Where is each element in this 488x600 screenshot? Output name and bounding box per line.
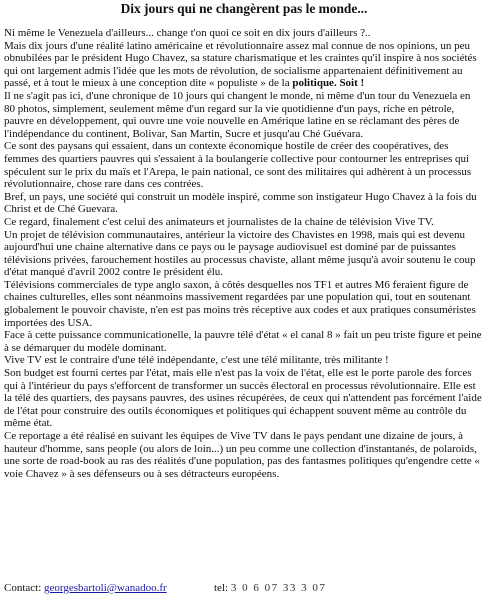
- paragraph-commercial-tv: Télévisions commerciales de type anglo saxon, à côtés desquelles nos TF1 et autres M6 feraient figure de chaines culturelles, elles sont néanmoins massivement regardées par une population qui, tout en soutenant globalement le pouvoir chaviste, n'en est pas moins très réceptive aux codes et aux pratiques consuméristes importées des USA.: [4, 278, 476, 329]
- paragraph-society: Bref, un pays, une société qui construit un modèle inspiré, comme son instigateur Hugo Chavez à la fois du Christ et de Ché Guevara.: [4, 190, 477, 216]
- contact-email-link[interactable]: georgesbartoli@wanadoo.fr: [44, 582, 167, 594]
- paragraph-tv-project: Un projet de télévision communautaires, antérieur la victoire des Chavistes en 1998, mais qui est devenu aujourd'hui une chaine alternative dans ce pays ou le paysage audiovisuel est dominé par de puissantes télévisions privées, farouchement hostiles au processus chaviste, allant même jusqu'à avoir soutenu le coup d'état manqué d'avril 2002 contre le président élu.: [4, 228, 476, 279]
- telephone-label: tel:: [214, 582, 229, 594]
- telephone-number: 3 0 6 07 33 3 07: [230, 582, 327, 594]
- paragraph-report: Ce reportage a été réalisé en suivant les équipes de Vive TV dans le pays pendant une dizaine de jours, à hauteur d'homme, sans people (ou alors de loin...) un peu comme une collection d'instantanés, de polaroids, une sorte de road-book au ras des réalités d'une population, pas des fantasmes politiques qu'engendre cette « voie Chavez » à ses défenseurs ou à ses détracteurs européens.: [4, 430, 480, 480]
- telephone: [214, 582, 326, 595]
- paragraph-budget: Son budget est fourni certes par l'état, mais elle n'est pas la voix de l'état, elle est le porte parole des forces qui à l'intérieur du pays s'efforcent de transformer un succès électoral en processus révolutionnaire. Elle est la télé des quartiers, des paysans pauvres, des usines récupérées, de ceux qui n'attendent pas forcément l'aide de l'état pour construire des outils économiques et politiques qui échappent souvent même au contrôle du même état.: [4, 367, 482, 430]
- paragraph-context-text: Mais dix jours d'une réalité latino américaine et révolutionnaire assez mal connue de nos opinions, un peu obnubilées par le président Hugo Chavez, sa stature charismatique et les craintes qu'il inspire à nos sociétés qui ont largement admis l'idée que les mots de révolution, de socialisme appartenaient définitivement au passé, et à tout le mieux à une conception dite « populiste » de la: [4, 39, 477, 90]
- paragraph-state-tv: Face à cette puissance communicationelle, la pauvre télé d'état « el canal 8 » fait un peu triste figure et peine à se démarquer du modèle dominant.: [4, 329, 482, 354]
- paragraph-peasants: Ce sont des paysans qui essaient, dans un contexte économique hostile de créer des coopératives, des femmes des quartiers pauvres qui s'essaient à la boulangerie collective pour contourner les entreprises qui spéculent sur le prix du maïs et l'Arepa, le pain national, ce sont des militaires qui adhèrent à un processus révolutionnaire, chose rare dans ces contrées.: [4, 140, 472, 191]
- paragraph-purpose: Il ne s'agit pas ici, d'une chronique de 10 jours qui changent le monde, ni même d'un tour du Venezuela en 80 photos, simplement, seulement même d'un regard sur la vie quotidienne d'un pays, riche en pétrole, pauvre en développement, qui ouvre une voie nouvelle en Amérique latine en se réclamant des pères de l'indépendance du continent, Bolivar, San Martin, Sucre et jusqu'au Ché Guévara.: [4, 89, 471, 140]
- paragraph-context-bold: politique. Soit !: [292, 77, 365, 90]
- paragraph-militant: Vive TV est le contraire d'une télé indépendante, c'est une télé militante, très militante !: [4, 354, 389, 367]
- paragraph-vive-tv: Ce regard, finalement c'est celui des animateurs et journalistes de la chaine de télévision Vive TV.: [4, 215, 434, 228]
- paragraph-intro: Ni même le Venezuela d'ailleurs... change t'on quoi ce soit en dix jours d'ailleurs ?..: [4, 27, 371, 39]
- contact-line: [4, 582, 484, 595]
- document-title: Dix jours qui ne changèrent pas le monde...: [120, 1, 368, 16]
- contact-label: Contact:: [4, 582, 42, 594]
- article-body: [4, 27, 484, 480]
- paragraph-context: [4, 40, 484, 90]
